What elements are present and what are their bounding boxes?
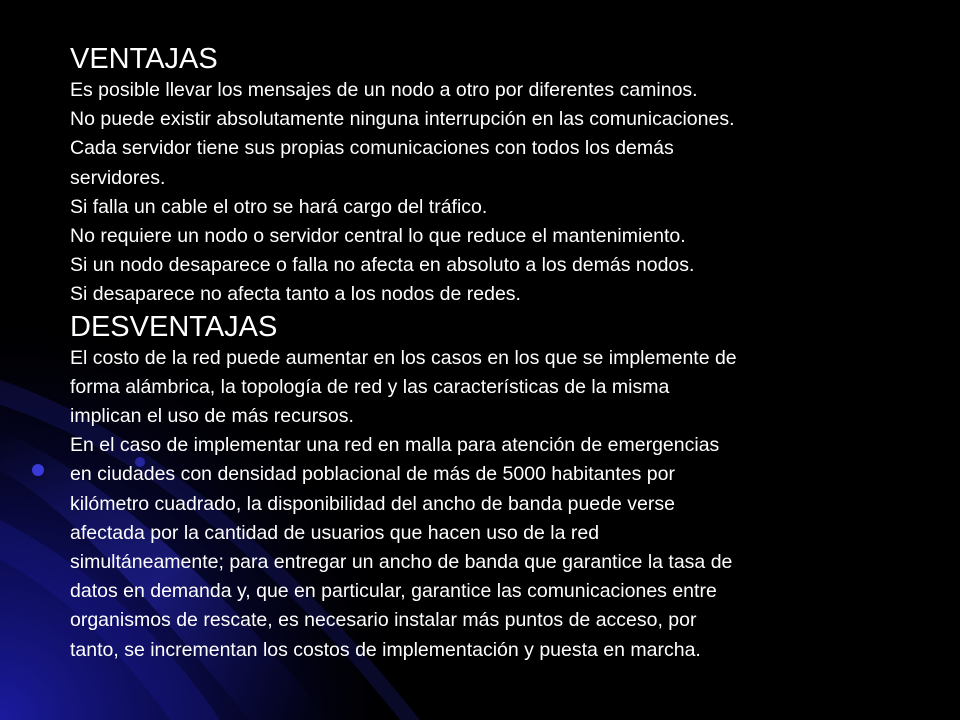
desventajas-line: forma alámbrica, la topología de red y las características de la misma: [70, 375, 670, 398]
decorative-dot-large: [32, 464, 44, 476]
heading-desventajas: DESVENTAJAS: [70, 310, 278, 343]
slide-content: [70, 42, 890, 665]
desventajas-line: kilómetro cuadrado, la disponibilidad del ancho de banda puede verse: [70, 492, 675, 515]
ventajas-line: No puede existir absolutamente ninguna interrupción en las comunicaciones.: [70, 108, 735, 131]
desventajas-line: implican el uso de más recursos.: [70, 405, 354, 428]
heading-ventajas: VENTAJAS: [70, 43, 218, 75]
ventajas-line: No requiere un nodo o servidor central lo que reduce el mantenimiento.: [70, 225, 686, 248]
ventajas-list: [70, 76, 890, 310]
desventajas-line: tanto, se incrementan los costos de implementación y puesta en marcha.: [70, 638, 701, 661]
desventajas-line: en ciudades con densidad poblacional de más de 5000 habitantes por: [70, 463, 675, 486]
desventajas-line: organismos de rescate, es necesario instalar más puntos de acceso, por: [70, 609, 697, 632]
desventajas-list: [70, 344, 890, 665]
desventajas-line: afectada por la cantidad de usuarios que hacen uso de la red: [70, 521, 600, 544]
ventajas-line: Si un nodo desaparece o falla no afecta en absoluto a los demás nodos.: [70, 254, 695, 277]
desventajas-line: datos en demanda y, que en particular, garantice las comunicaciones entre: [70, 580, 717, 603]
ventajas-line: Si desaparece no afecta tanto a los nodos de redes.: [70, 283, 521, 306]
ventajas-line: Es posible llevar los mensajes de un nodo a otro por diferentes caminos.: [70, 79, 698, 101]
ventajas-line: Si falla un cable el otro se hará cargo del tráfico.: [70, 195, 488, 218]
desventajas-line: El costo de la red puede aumentar en los casos en los que se implemente de: [70, 346, 737, 369]
desventajas-line: En el caso de implementar una red en malla para atención de emergencias: [70, 434, 720, 457]
ventajas-line: servidores.: [70, 166, 166, 189]
desventajas-line: simultáneamente; para entregar un ancho de banda que garantice la tasa de: [70, 551, 733, 574]
ventajas-line: Cada servidor tiene sus propias comunicaciones con todos los demás: [70, 137, 674, 160]
